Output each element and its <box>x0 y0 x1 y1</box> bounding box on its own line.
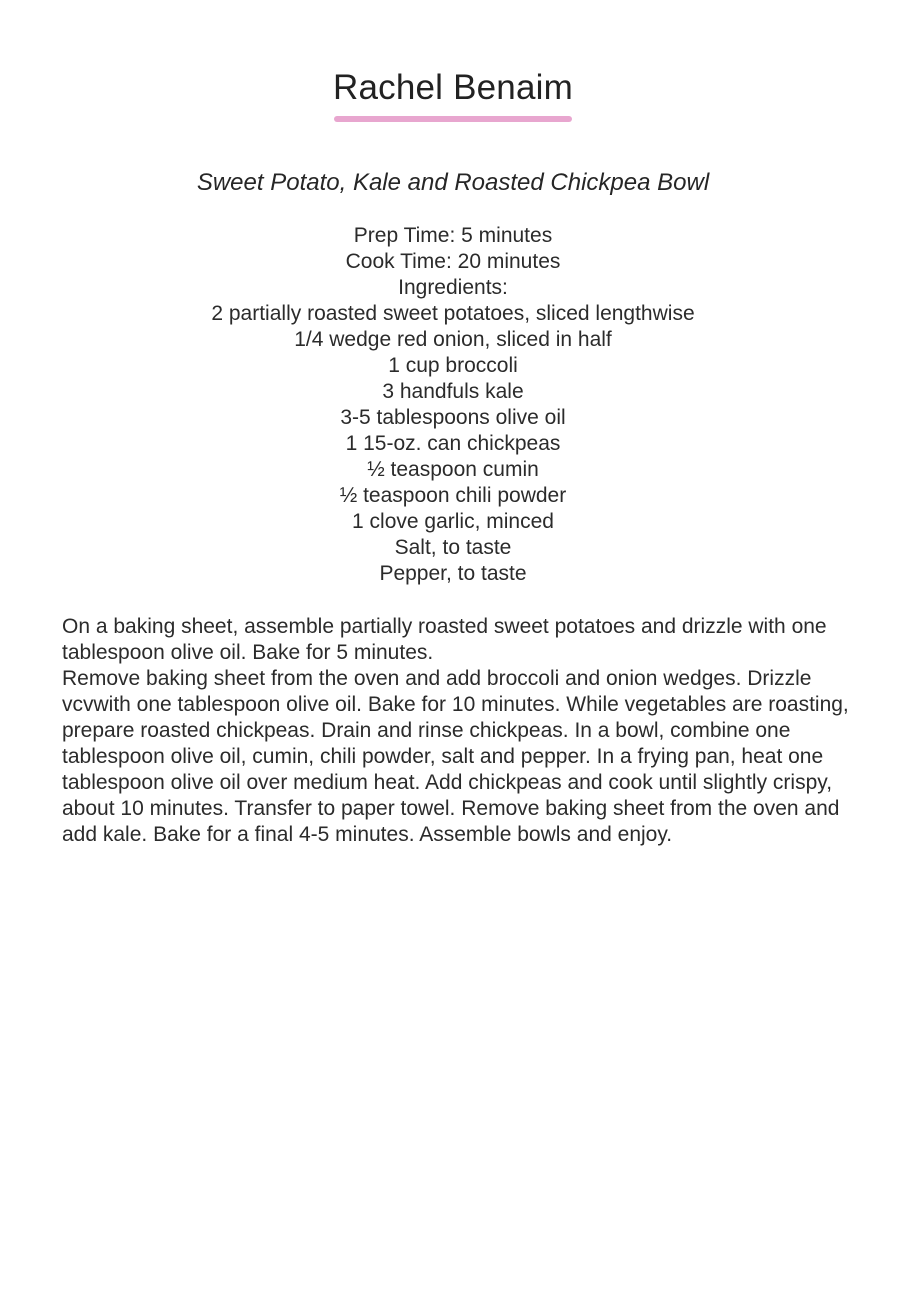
ingredient-item: 3-5 tablespoons olive oil <box>340 406 566 429</box>
ingredient-item: 1 15-oz. can chickpeas <box>345 432 561 455</box>
prep-time: Prep Time: 5 minutes <box>353 224 553 247</box>
ingredient-item: Salt, to taste <box>394 536 512 559</box>
ingredients-heading: Ingredients: <box>398 276 508 299</box>
recipe-title: Sweet Potato, Kale and Roasted Chickpea Bowl <box>196 169 710 196</box>
ingredient-item: 2 partially roasted sweet potatoes, sliced lengthwise <box>211 302 695 325</box>
instruction-paragraph: Remove baking sheet from the oven and add broccoli and onion wedges. Drizzle vcvwith one tablespoon olive oil. Bake for 10 minutes. While vegetables are roasting, prepare roasted chickpeas. Drain and rinse chickpeas. In a bowl, combine one tablespoon olive oil, cumin, chili powder, salt and pepper. In a frying pan, heat one tablespoon olive oil over medium heat. Add chickpeas and cook until slightly crispy, about 10 minutes. Transfer to paper towel. Remove baking sheet from the oven and add kale. Bake for a final 4-5 minutes. Assemble bowls and enjoy. <box>62 667 849 846</box>
ingredient-item: 3 handfuls kale <box>382 380 524 403</box>
author-underline <box>334 116 572 122</box>
ingredient-item: Pepper, to taste <box>379 562 527 585</box>
ingredient-item: ½ teaspoon chili powder <box>339 484 567 507</box>
ingredient-item: ½ teaspoon cumin <box>367 458 539 481</box>
instruction-paragraph: On a baking sheet, assemble partially roasted sweet potatoes and drizzle with one tablespoon olive oil. Bake for 5 minutes. <box>62 615 827 664</box>
author-name: Rachel Benaim <box>333 68 573 107</box>
author-header <box>0 66 906 122</box>
cook-time: Cook Time: 20 minutes <box>345 250 561 273</box>
ingredient-item: 1 clove garlic, minced <box>352 510 554 533</box>
recipe-instructions <box>62 614 852 848</box>
recipe-meta <box>0 223 906 587</box>
ingredient-item: 1/4 wedge red onion, sliced in half <box>294 328 612 351</box>
ingredient-item: 1 cup broccoli <box>388 354 518 377</box>
